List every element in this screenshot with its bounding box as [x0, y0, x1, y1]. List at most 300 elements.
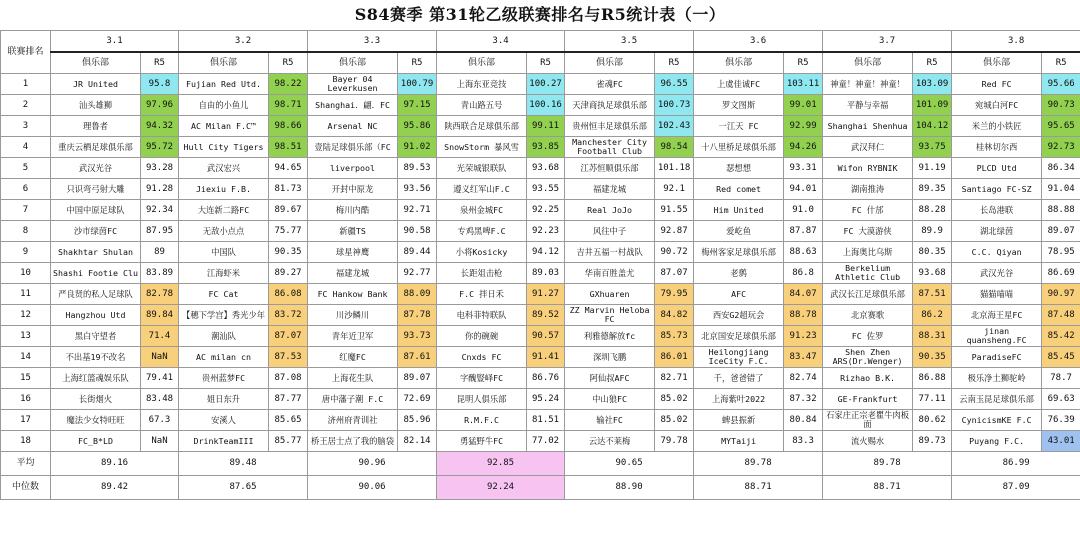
club-name: 沙市绿茵FC [51, 221, 141, 242]
r5-value: 102.43 [655, 116, 694, 137]
club-name: 开封中原龙 [308, 179, 398, 200]
table-row [1, 137, 1080, 158]
median-value: 90.06 [308, 476, 437, 500]
club-name: 唐中藩子潮 F.C [308, 389, 398, 410]
club-name: Cnxds FC [437, 347, 527, 368]
club-name: F.C 拌日禾 [437, 284, 527, 305]
club-name: Real JoJo [565, 200, 655, 221]
club-name: 泉州金城FC [437, 200, 527, 221]
r5-value: 98.71 [269, 95, 308, 116]
r5-value: 81.51 [527, 410, 565, 431]
club-name: 老鹩 [694, 263, 784, 284]
r5-value: 82.71 [655, 368, 694, 389]
r5-value: 90.72 [655, 242, 694, 263]
r5-value: 93.68 [913, 263, 952, 284]
r5-value: 100.16 [527, 95, 565, 116]
r5-value: 86.8 [784, 263, 823, 284]
r5-value: 90.97 [1042, 284, 1080, 305]
r5-value: 82.14 [398, 431, 437, 452]
average-value: 90.65 [565, 452, 694, 476]
r5-value: 76.39 [1042, 410, 1080, 431]
r5-column-header: R5 [784, 52, 823, 74]
r5-value: 89.07 [1042, 221, 1080, 242]
r5-value: 94.32 [141, 116, 179, 137]
club-name: 严良贤的私人足球队 [51, 284, 141, 305]
r5-value: 87.87 [784, 221, 823, 242]
club-name: 梅川内酷 [308, 200, 398, 221]
standings-table [0, 30, 1080, 500]
club-name: 雀魂FC [565, 74, 655, 95]
r5-column-header: R5 [269, 52, 308, 74]
club-name: 深圳飞鹏 [565, 347, 655, 368]
club-name: Manchester City Football Club [565, 137, 655, 158]
club-name: Shen Zhen ARS(Dr.Wenger) [823, 347, 913, 368]
r5-value: 93.56 [398, 179, 437, 200]
club-name: 极乐净土狮驼岭 [952, 368, 1042, 389]
table-row [1, 95, 1080, 116]
r5-value: 87.78 [398, 305, 437, 326]
median-value: 87.09 [952, 476, 1080, 500]
club-name: 陕西联合足球俱乐部 [437, 116, 527, 137]
club-name: 蜱县振新 [694, 410, 784, 431]
club-name: 输社FC [565, 410, 655, 431]
table-row [1, 326, 1080, 347]
r5-value: 96.55 [655, 74, 694, 95]
club-name: 华南百胜盖尤 [565, 263, 655, 284]
table-row [1, 242, 1080, 263]
r5-value: 92.1 [655, 179, 694, 200]
r5-value: 91.0 [784, 200, 823, 221]
page-title: S84赛季 第31轮乙级联赛排名与R5统计表（一） [354, 5, 726, 24]
club-name: FC Hankow Bank [308, 284, 398, 305]
r5-value: 87.07 [269, 326, 308, 347]
club-name: 北京赛歌 [823, 305, 913, 326]
club-name: 瑟想想 [694, 158, 784, 179]
club-name: Heilongjiang IceCity F.C. [694, 347, 784, 368]
r5-value: 86.76 [527, 368, 565, 389]
r5-column-header: R5 [141, 52, 179, 74]
r5-value: 90.58 [398, 221, 437, 242]
club-name: 长街烟火 [51, 389, 141, 410]
club-name: 无敌小点点 [179, 221, 269, 242]
median-value: 87.65 [179, 476, 308, 500]
club-name: 武汉拜仁 [823, 137, 913, 158]
r5-value: 86.2 [913, 305, 952, 326]
r5-value: 90.35 [269, 242, 308, 263]
club-name: 武汉长江足球俱乐部 [823, 284, 913, 305]
r5-value: 93.55 [527, 179, 565, 200]
r5-value: 93.75 [913, 137, 952, 158]
r5-value: 77.02 [527, 431, 565, 452]
r5-value: 101.18 [655, 158, 694, 179]
median-value: 88.71 [694, 476, 823, 500]
r5-value: 95.8 [141, 74, 179, 95]
club-name: 魔法少女特旺旺 [51, 410, 141, 431]
club-name: FC Cat [179, 284, 269, 305]
club-name: Rizhao B.K. [823, 368, 913, 389]
r5-value: 75.77 [269, 221, 308, 242]
r5-value: 89.67 [269, 200, 308, 221]
round-label-3.7: 3.7 [823, 31, 952, 53]
rank-number: 15 [1, 368, 51, 389]
club-name: 球星神鹰 [308, 242, 398, 263]
club-name: 湖北绿茵 [952, 221, 1042, 242]
club-name: 贵州蓝梦FC [179, 368, 269, 389]
r5-value: 89 [141, 242, 179, 263]
r5-value: 98.51 [269, 137, 308, 158]
r5-value: 89.35 [913, 179, 952, 200]
r5-value: 100.27 [527, 74, 565, 95]
r5-value: 87.61 [398, 347, 437, 368]
r5-column-header: R5 [398, 52, 437, 74]
table-row [1, 347, 1080, 368]
club-name: 上海东亚竞技 [437, 74, 527, 95]
club-name: FC 什邡 [823, 200, 913, 221]
r5-value: 88.78 [784, 305, 823, 326]
club-name: 流火赐水 [823, 431, 913, 452]
r5-value: 93.68 [527, 158, 565, 179]
club-name: 遵义红军山F.C [437, 179, 527, 200]
rank-number: 10 [1, 263, 51, 284]
r5-value: 89.03 [527, 263, 565, 284]
average-value: 90.96 [308, 452, 437, 476]
r5-value: 83.48 [141, 389, 179, 410]
r5-value: 103.09 [913, 74, 952, 95]
club-name: 福建龙城 [308, 263, 398, 284]
r5-value: 91.27 [527, 284, 565, 305]
club-name: Bayer 04 Leverkusen [308, 74, 398, 95]
r5-value: 82.78 [141, 284, 179, 305]
club-name: FC 佐罗 [823, 326, 913, 347]
club-name: 风往中子 [565, 221, 655, 242]
r5-value: 85.02 [655, 389, 694, 410]
rank-number: 4 [1, 137, 51, 158]
club-name: 理鲁者 [51, 116, 141, 137]
club-name: Hull City Tigers [179, 137, 269, 158]
r5-value: 85.02 [655, 410, 694, 431]
table-row [1, 179, 1080, 200]
club-name: 红魔FC [308, 347, 398, 368]
club-name: 猫猫喵喵 [952, 284, 1042, 305]
club-name: 武汉宏兴 [179, 158, 269, 179]
club-name: 光荣城银联队 [437, 158, 527, 179]
club-name: 罗文图斯 [694, 95, 784, 116]
club-name: 上海紫叶2022 [694, 389, 784, 410]
club-column-header: 俱乐部 [437, 52, 527, 74]
r5-value: 90.57 [527, 326, 565, 347]
club-name: 中国中原足球队 [51, 200, 141, 221]
club-name: 千，爸爸错了 [694, 368, 784, 389]
club-name: Jiexiu F.B. [179, 179, 269, 200]
club-name: Berkelium Athletic Club [823, 263, 913, 284]
club-name: 阿仙叔AFC [565, 368, 655, 389]
r5-value: 94.12 [527, 242, 565, 263]
club-name: 江苏恒顺俱乐部 [565, 158, 655, 179]
rank-number: 5 [1, 158, 51, 179]
r5-value: 90.35 [913, 347, 952, 368]
r5-value: 80.62 [913, 410, 952, 431]
club-name: 利雅德解放fc [565, 326, 655, 347]
r5-value: 43.01 [1042, 431, 1080, 452]
r5-value: 87.51 [913, 284, 952, 305]
average-label: 平均 [1, 452, 51, 476]
rank-column-header: 联赛排名 [1, 31, 51, 74]
club-name: 电科菲特联队 [437, 305, 527, 326]
club-name: 长距俎击枪 [437, 263, 527, 284]
table-row [1, 431, 1080, 452]
r5-value: 98.54 [655, 137, 694, 158]
club-name: 青山路五号 [437, 95, 527, 116]
club-name: 神童！神童！神童！ [823, 74, 913, 95]
r5-value: 88.09 [398, 284, 437, 305]
table-row [1, 74, 1080, 95]
club-name: 吉井五福一村战队 [565, 242, 655, 263]
r5-value: 91.02 [398, 137, 437, 158]
club-column-header: 俱乐部 [565, 52, 655, 74]
club-name: 石家庄正宗老瞿牛肉板面 [823, 410, 913, 431]
table-row [1, 410, 1080, 431]
round-label-3.1: 3.1 [51, 31, 179, 53]
club-name: 济州府青训社 [308, 410, 398, 431]
club-name: GXhuaren [565, 284, 655, 305]
r5-value: 92.87 [655, 221, 694, 242]
club-column-header: 俱乐部 [308, 52, 398, 74]
club-name: 爱屹鱼 [694, 221, 784, 242]
r5-value: 103.11 [784, 74, 823, 95]
club-name: Puyang F.C. [952, 431, 1042, 452]
club-name: 贵州恒丰足球俱乐部 [565, 116, 655, 137]
r5-value: 85.96 [398, 410, 437, 431]
club-name: 湖南推涛 [823, 179, 913, 200]
r5-value: 78.95 [1042, 242, 1080, 263]
club-name: 长岛港联 [952, 200, 1042, 221]
r5-value: 89.44 [398, 242, 437, 263]
r5-value: 93.85 [527, 137, 565, 158]
average-value: 86.99 [952, 452, 1080, 476]
r5-value: 92.73 [1042, 137, 1080, 158]
r5-value: 86.01 [655, 347, 694, 368]
r5-value: 94.01 [784, 179, 823, 200]
r5-value: 89.53 [398, 158, 437, 179]
club-name: 安溪人 [179, 410, 269, 431]
r5-value: 91.41 [527, 347, 565, 368]
r5-value: 86.08 [269, 284, 308, 305]
round-header-row [1, 31, 1080, 53]
r5-value: 92.99 [784, 116, 823, 137]
club-name: Shakhtar Shulan [51, 242, 141, 263]
r5-value: 88.63 [784, 242, 823, 263]
club-name: 平静与幸福 [823, 95, 913, 116]
round-label-3.6: 3.6 [694, 31, 823, 53]
club-column-header: 俱乐部 [179, 52, 269, 74]
club-name: 【穗下学宫】秀光少年 [179, 305, 269, 326]
r5-value: 89.27 [269, 263, 308, 284]
median-label: 中位数 [1, 476, 51, 500]
r5-value: 87.32 [784, 389, 823, 410]
club-name: Shashi Footie Clu [51, 263, 141, 284]
club-name: 中国队 [179, 242, 269, 263]
club-name: 昆明人俱乐部 [437, 389, 527, 410]
r5-value: 89.84 [141, 305, 179, 326]
rank-number: 8 [1, 221, 51, 242]
r5-value: 99.11 [527, 116, 565, 137]
club-name: R.M.F.C [437, 410, 527, 431]
r5-value: 87.07 [655, 263, 694, 284]
rank-number: 2 [1, 95, 51, 116]
r5-value: 89.52 [527, 305, 565, 326]
r5-value: 98.22 [269, 74, 308, 95]
median-value: 88.71 [823, 476, 952, 500]
r5-value: 89.07 [398, 368, 437, 389]
club-name: 汕头雄狮 [51, 95, 141, 116]
r5-value: 89.9 [913, 221, 952, 242]
club-name: Him United [694, 200, 784, 221]
club-column-header: 俱乐部 [952, 52, 1042, 74]
r5-value: 85.65 [269, 410, 308, 431]
r5-value: 83.47 [784, 347, 823, 368]
r5-value: 90.73 [1042, 95, 1080, 116]
club-name: 武汉光谷 [952, 263, 1042, 284]
r5-value: 78.7 [1042, 368, 1080, 389]
r5-value: 93.73 [398, 326, 437, 347]
r5-column-header: R5 [527, 52, 565, 74]
club-name: 梅州客家足球俱乐部 [694, 242, 784, 263]
club-name: AC Milan F.C™ [179, 116, 269, 137]
club-name: 川沙鳞川 [308, 305, 398, 326]
table-row [1, 368, 1080, 389]
r5-value: 95.66 [1042, 74, 1080, 95]
rank-number: 11 [1, 284, 51, 305]
r5-value: 93.31 [784, 158, 823, 179]
club-name: Red comet [694, 179, 784, 200]
round-label-3.5: 3.5 [565, 31, 694, 53]
median-value: 92.24 [437, 476, 565, 500]
r5-value: 87.95 [141, 221, 179, 242]
r5-value: 85.42 [1042, 326, 1080, 347]
club-name: jinan quansheng.FC [952, 326, 1042, 347]
club-name: 十八里桥足球俱乐部 [694, 137, 784, 158]
club-name: C.C. Qiyan [952, 242, 1042, 263]
r5-value: 92.71 [398, 200, 437, 221]
club-name: 云达不莱梅 [565, 431, 655, 452]
average-value: 89.78 [694, 452, 823, 476]
rank-number: 3 [1, 116, 51, 137]
r5-value: 86.34 [1042, 158, 1080, 179]
r5-value: 92.34 [141, 200, 179, 221]
club-name: 桥王居士点了我的脑袋 [308, 431, 398, 452]
r5-column-header: R5 [913, 52, 952, 74]
r5-value: 87.53 [269, 347, 308, 368]
club-name: 江海虾米 [179, 263, 269, 284]
rank-number: 18 [1, 431, 51, 452]
r5-value: 95.86 [398, 116, 437, 137]
r5-value: 85.77 [269, 431, 308, 452]
average-value: 89.78 [823, 452, 952, 476]
rank-number: 7 [1, 200, 51, 221]
club-name: GE-Frankfurt [823, 389, 913, 410]
r5-value: 100.73 [655, 95, 694, 116]
rank-number: 1 [1, 74, 51, 95]
r5-value: 80.35 [913, 242, 952, 263]
r5-value: 85.73 [655, 326, 694, 347]
column-header-row [1, 52, 1080, 74]
r5-value: 86.88 [913, 368, 952, 389]
rank-number: 12 [1, 305, 51, 326]
r5-value: 87.77 [269, 389, 308, 410]
club-name: Red FC [952, 74, 1042, 95]
r5-value: 99.01 [784, 95, 823, 116]
r5-value: NaN [141, 347, 179, 368]
rank-number: 17 [1, 410, 51, 431]
rank-number: 14 [1, 347, 51, 368]
club-name: 天津商执足球俱乐部 [565, 95, 655, 116]
r5-value: 83.89 [141, 263, 179, 284]
club-name: Arsenal NC [308, 116, 398, 137]
club-name: 上海奥比乌斯 [823, 242, 913, 263]
club-name: ParadiseFC [952, 347, 1042, 368]
median-value: 88.90 [565, 476, 694, 500]
club-name: FC_B*LD [51, 431, 141, 452]
r5-value: 93.28 [141, 158, 179, 179]
r5-value: 84.07 [784, 284, 823, 305]
club-name: 专鸡黑啤F.C [437, 221, 527, 242]
r5-value: 86.69 [1042, 263, 1080, 284]
club-name: 自由的小鱼儿 [179, 95, 269, 116]
table-row [1, 284, 1080, 305]
median-value: 89.42 [51, 476, 179, 500]
r5-value: 89.73 [913, 431, 952, 452]
club-column-header: 俱乐部 [823, 52, 913, 74]
club-name: PLCD Utd [952, 158, 1042, 179]
r5-value: 79.95 [655, 284, 694, 305]
club-name: 大连新二路FC [179, 200, 269, 221]
club-name: Shanghai．翩．FC [308, 95, 398, 116]
r5-value: 81.73 [269, 179, 308, 200]
club-name: 中山狼FC [565, 389, 655, 410]
club-name: 小将Kosicky [437, 242, 527, 263]
club-name: CynicismKE F.C [952, 410, 1042, 431]
table-row [1, 200, 1080, 221]
r5-value: 79.41 [141, 368, 179, 389]
club-name: Shanghai Shenhua [823, 116, 913, 137]
r5-value: 92.23 [527, 221, 565, 242]
club-name: 西安G2超玩会 [694, 305, 784, 326]
r5-value: 77.11 [913, 389, 952, 410]
club-name: 新疆TS [308, 221, 398, 242]
club-name: SnowStorm 暴风雪 [437, 137, 527, 158]
median-row [1, 476, 1080, 500]
r5-value: 72.69 [398, 389, 437, 410]
club-name: JR United [51, 74, 141, 95]
r5-value: 94.65 [269, 158, 308, 179]
table-row [1, 263, 1080, 284]
club-name: 北京海王星FC [952, 305, 1042, 326]
club-name: Hangzhou Utd [51, 305, 141, 326]
r5-value: 100.79 [398, 74, 437, 95]
rank-number: 6 [1, 179, 51, 200]
club-name: ZZ Marvin Heloba FC [565, 305, 655, 326]
club-name: liverpool [308, 158, 398, 179]
table-row [1, 305, 1080, 326]
r5-value: 101.09 [913, 95, 952, 116]
r5-value: 88.88 [1042, 200, 1080, 221]
r5-value: 97.15 [398, 95, 437, 116]
r5-value: 91.23 [784, 326, 823, 347]
round-label-3.2: 3.2 [179, 31, 308, 53]
club-name: 上海花生队 [308, 368, 398, 389]
club-name: 不出基19不改名 [51, 347, 141, 368]
r5-value: 88.28 [913, 200, 952, 221]
